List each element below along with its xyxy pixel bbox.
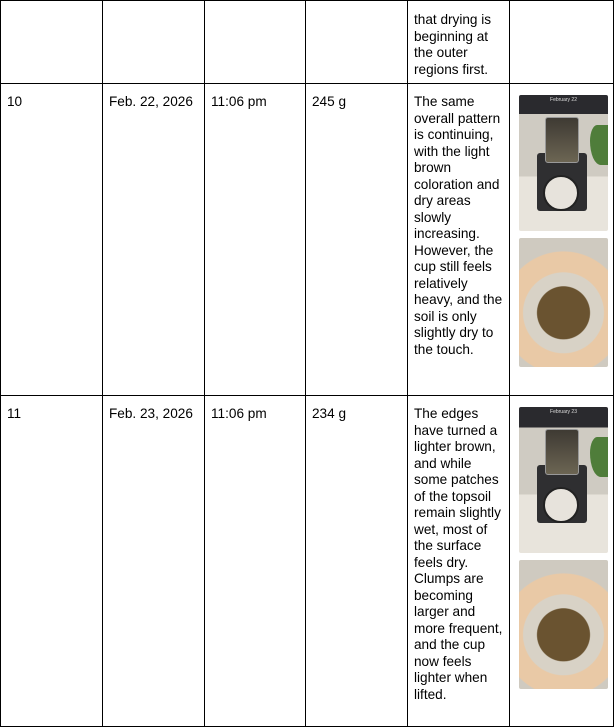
scale-dial-shape [543, 487, 579, 523]
photo-cell [510, 84, 614, 396]
date-cell: Feb. 22, 2026 [103, 84, 205, 396]
scale-dial-shape [543, 175, 579, 211]
observation-cell: The same overall pattern is continuing, with the light brown coloration and dry areas slowly increasing. However, the cup still feels relatively heavy, and the soil is only slightly dry to the touch. [408, 84, 510, 396]
photo-caption: February 22 [550, 97, 577, 103]
mass-cell: 245 g [306, 84, 408, 396]
plant-shape [590, 125, 608, 165]
observation-cell: The edges have turned a lighter brown, and while some patches of the topsoil remain slightly wet, most of the surface feels dry. Clumps are becoming larger and more frequent, and the cup now feels lighter when lifted. [408, 396, 510, 727]
time-cell: 11:06 pm [205, 84, 306, 396]
table-row [1, 396, 614, 727]
scale-photo [519, 407, 608, 553]
soil-cup-shape [545, 117, 579, 163]
plant-shape [590, 437, 608, 477]
date-cell [103, 1, 205, 84]
soil-cup-photo [519, 560, 608, 689]
day-number-cell: 11 [1, 396, 103, 727]
scale-photo [519, 95, 608, 231]
mass-cell: 234 g [306, 396, 408, 727]
date-cell: Feb. 23, 2026 [103, 396, 205, 727]
table-row [1, 84, 614, 396]
day-number-cell: 10 [1, 84, 103, 396]
photo-cell [510, 396, 614, 727]
photo-cell [510, 1, 614, 84]
mass-cell [306, 1, 408, 84]
time-cell [205, 1, 306, 84]
day-number-cell [1, 1, 103, 84]
table-row [1, 1, 614, 84]
soil-cup-shape [545, 429, 579, 475]
photo-caption: February 23 [550, 409, 577, 415]
observation-cell: that drying is beginning at the outer regions first. [408, 1, 510, 84]
soil-cup-photo [519, 238, 608, 367]
time-cell: 11:06 pm [205, 396, 306, 727]
